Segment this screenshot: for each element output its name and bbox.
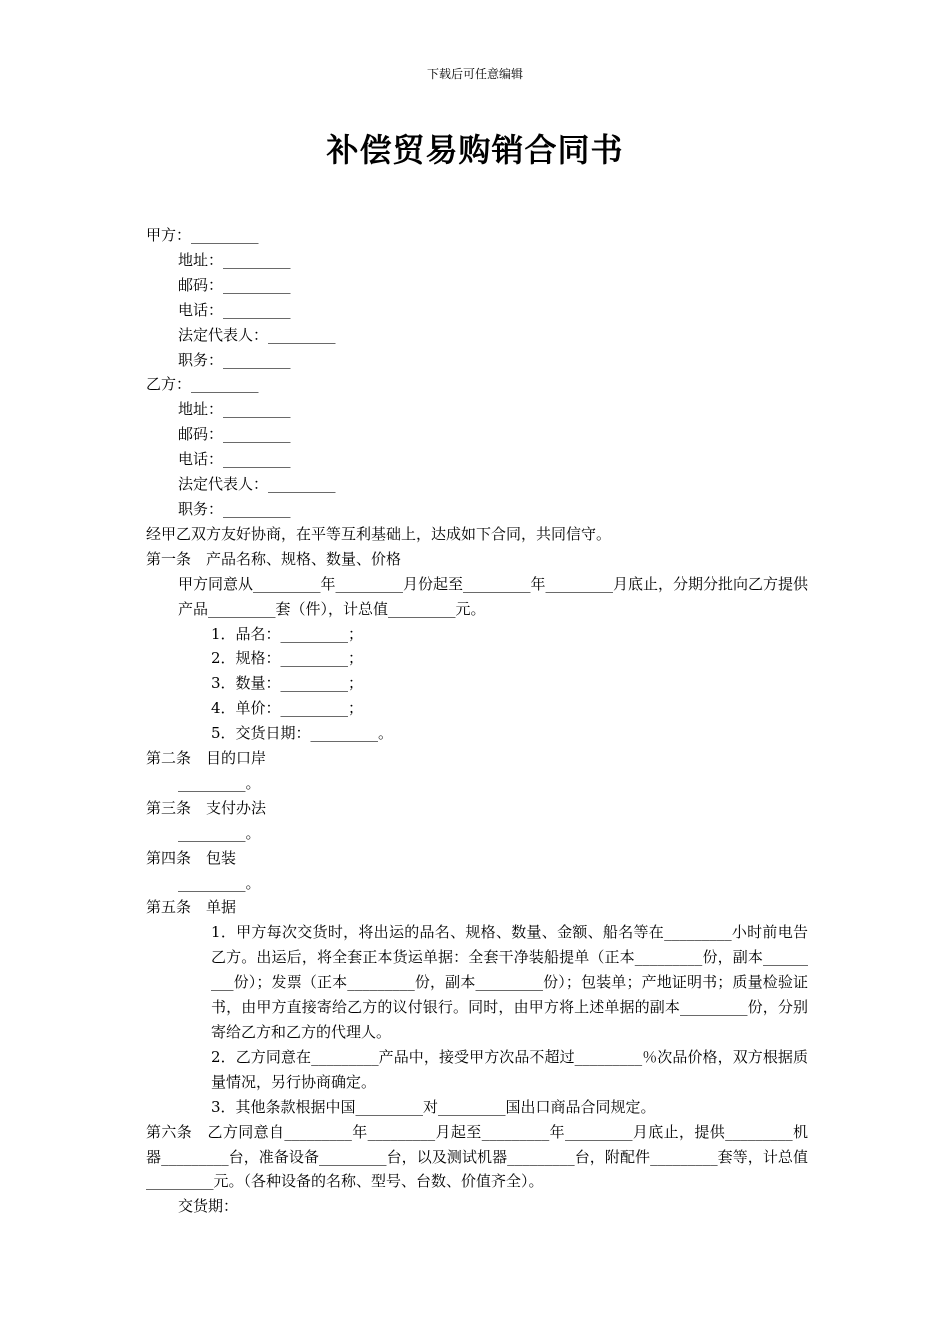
contract-line: 职务：_________ [178,350,291,369]
contract-line: 电话：_________ [178,300,291,319]
contract-line: 乙方：_________ [146,375,259,394]
contract-line: _________。 [178,773,261,792]
contract-line: 甲方同意从_________年_________月份起至_________年_________月底止，分期分批向乙方提供产品_________套（件），计总值_________元。 [178,574,808,618]
contract-line: 地址：_________ [178,250,291,269]
contract-line: 地址：_________ [178,400,291,419]
contract-line: 第五条 单据 [146,898,237,917]
contract-line: 法定代表人：_________ [178,325,336,344]
contract-line: 3．数量：_________； [211,674,364,693]
contract-line: _________。 [178,823,261,842]
contract-line: 交货期： [178,1197,239,1216]
contract-line: 邮码：_________ [178,425,291,444]
contract-line: 3．其他条款根据中国_________对_________国出口商品合同规定。 [211,1097,656,1116]
contract-line: 1．品名：_________； [211,624,364,643]
contract-body [146,223,808,1219]
contract-line: 4．单价：_________； [211,699,364,718]
contract-line: 1．甲方每次交货时，将出运的品名、规格、数量、金额、船名等在_________小时前电告乙方。出运后，将全套正本货运单据：全套干净装船提单（正本_________份，副本_________份）；发票（正本_________份，副本_________份）；包装单；产地证明书；质量检验证书，由甲方直接寄给乙方的议付银行。同时，由甲方将上述单据的副本_________份，分别寄给乙方和乙方的代理人。 [211,923,808,1041]
contract-line: 甲方：_________ [146,226,259,244]
contract-line: 2．乙方同意在_________产品中，接受甲方次品不超过_________％次品价格，双方根据质量情况，另行协商确定。 [211,1047,808,1091]
contract-line: 职务：_________ [178,499,291,518]
contract-line: 电话：_________ [178,450,291,469]
header-note: 下载后可任意编辑 [426,67,523,81]
document-title: 补偿贸易购销合同书 [326,131,624,169]
contract-line: 第六条 乙方同意自_________年_________月起至_________年_________月底止，提供_________机器_________台，准备设备_________台，以及测试机器_________台，附配件_________套等，计总值_________元。（各种设备的名称、型号、台数、价值齐全）。 [146,1122,808,1191]
contract-line: 邮码：_________ [178,275,291,294]
contract-line: 5．交货日期：_________。 [211,724,394,743]
contract-line: _________。 [178,873,261,892]
contract-line: 第二条 目的口岸 [146,749,267,768]
contract-line: 经甲乙双方友好协商，在平等互利基础上，达成如下合同，共同信守。 [146,524,612,543]
contract-line: 法定代表人：_________ [178,475,336,494]
contract-line: 2．规格：_________； [211,649,364,668]
contract-line: 第四条 包装 [146,848,237,867]
contract-line: 第三条 支付办法 [146,798,267,817]
contract-line: 第一条 产品名称、规格、数量、价格 [146,549,402,568]
